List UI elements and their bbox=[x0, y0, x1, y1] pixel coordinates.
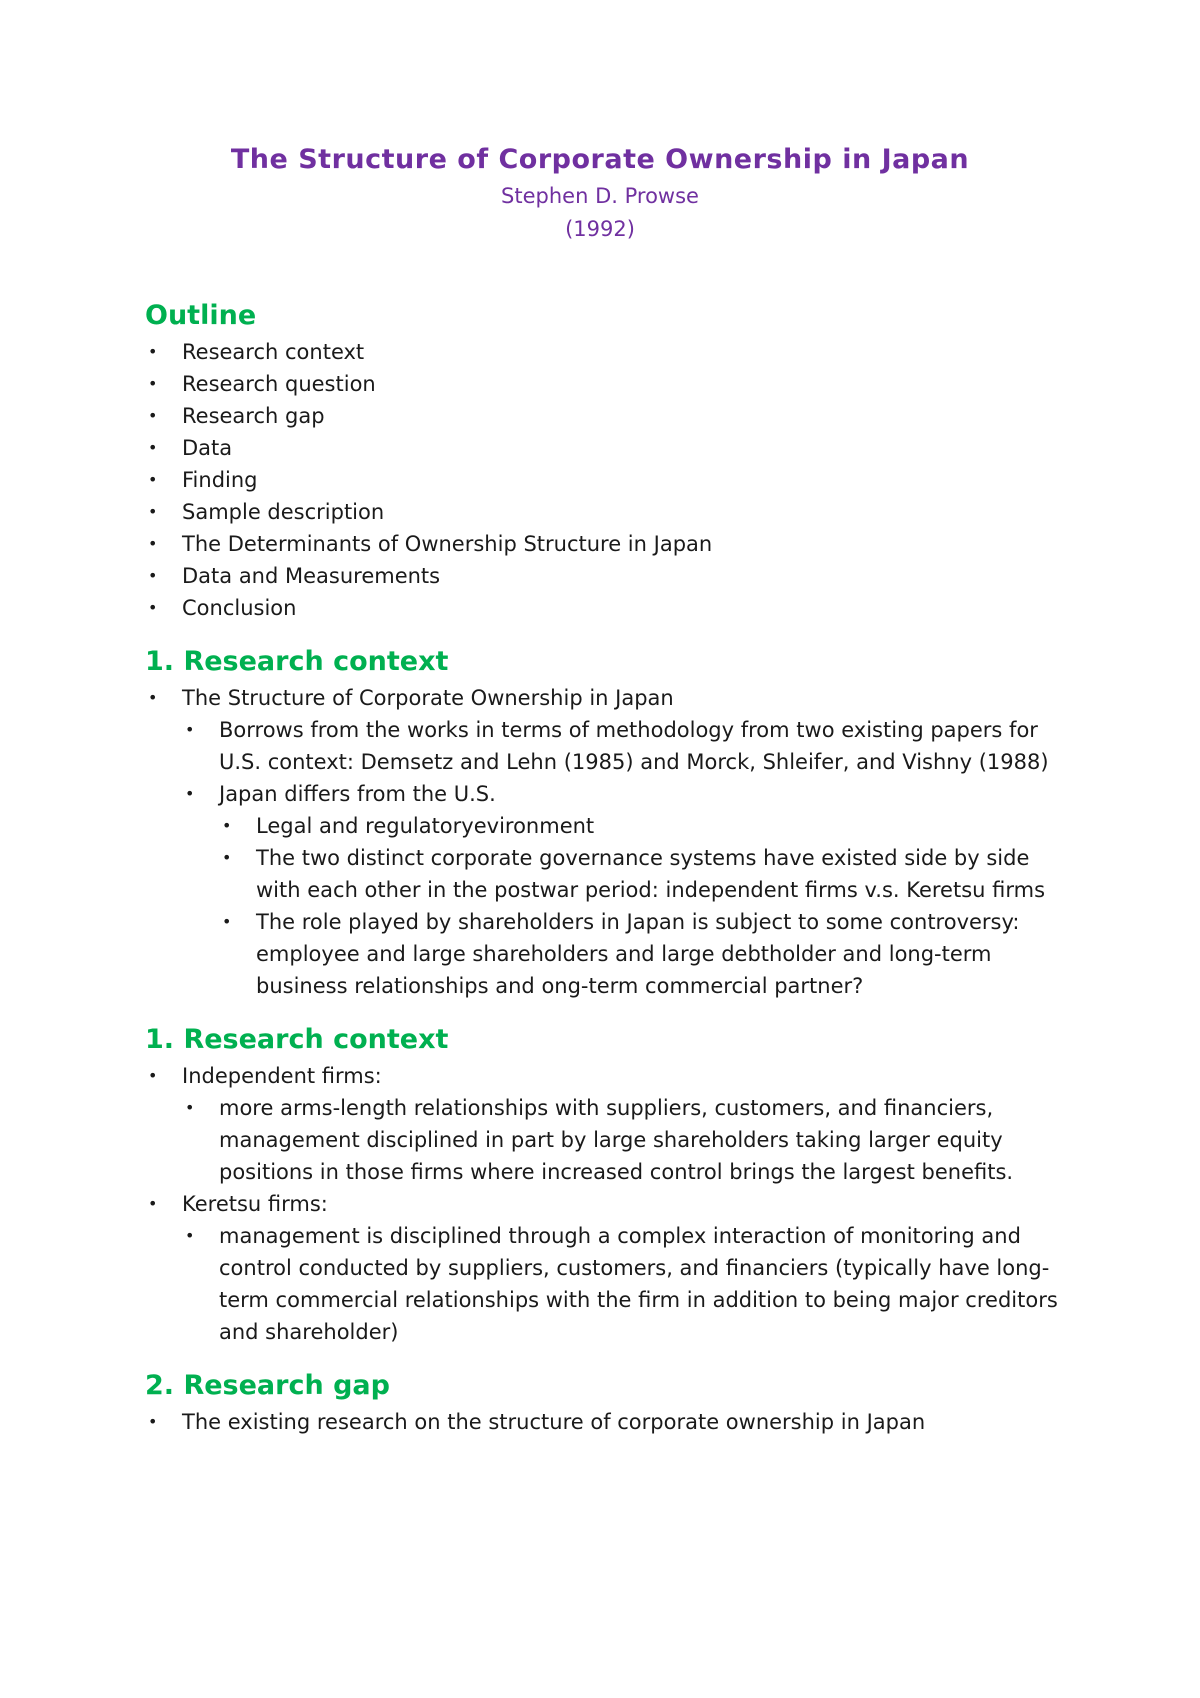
firm-types-list bbox=[145, 1060, 1075, 1348]
sub-sub-list bbox=[219, 810, 1075, 1002]
list-item: • Legal and regulatoryevironment bbox=[219, 810, 1075, 842]
list-item: • The existing research on the structure of corporate ownership in Japan bbox=[145, 1406, 1075, 1438]
outline-item: • Finding bbox=[145, 464, 1075, 496]
outline-item: • Data and Measurements bbox=[145, 560, 1075, 592]
research-context-list bbox=[145, 682, 1075, 1002]
list-item-text: Independent firms: bbox=[182, 1064, 382, 1088]
document-title: The Structure of Corporate Ownership in Japan bbox=[230, 144, 970, 175]
title-block bbox=[0, 140, 1200, 246]
list-item: • more arms-length relationships with suppliers, customers, and financiers, management disciplined in part by large shareholders taking larger equity positions in those firms where increased control brings the largest benefits. bbox=[182, 1092, 1075, 1188]
list-item-text: Keretsu firms: bbox=[182, 1192, 328, 1216]
document-year: (1992) bbox=[565, 217, 635, 241]
document-body bbox=[145, 296, 1075, 1438]
list-item: • Borrows from the works in terms of methodology from two existing papers for U.S. context: Demsetz and Lehn (1985) and Morck, Shleifer, and Vishny (1988) bbox=[182, 714, 1075, 778]
list-item: • The role played by shareholders in Japan is subject to some controversy: employee and large shareholders and large debtholder and long-term business relationships and ong-term commercial partner? bbox=[219, 906, 1075, 1002]
sub-list bbox=[182, 1092, 1075, 1188]
outline-item: • Research gap bbox=[145, 400, 1075, 432]
list-item bbox=[145, 1060, 1075, 1188]
outline-item: • Sample description bbox=[145, 496, 1075, 528]
sub-list bbox=[182, 714, 1075, 1002]
section-heading-research-context: 1. Research context bbox=[145, 646, 449, 677]
outline-item: • The Determinants of Ownership Structure in Japan bbox=[145, 528, 1075, 560]
list-item-text: The Structure of Corporate Ownership in Japan bbox=[182, 686, 674, 710]
list-item-text: Japan differs from the U.S. bbox=[219, 782, 496, 806]
list-item: • The two distinct corporate governance systems have existed side by side with each other in the postwar period: independent firms v.s. Keretsu firms bbox=[219, 842, 1075, 906]
outline-heading: Outline bbox=[145, 300, 257, 331]
document-author: Stephen D. Prowse bbox=[501, 184, 699, 208]
sub-list bbox=[182, 1220, 1075, 1348]
outline-item: • Data bbox=[145, 432, 1075, 464]
section-heading-research-gap: 2. Research gap bbox=[145, 1370, 390, 1401]
outline-item: • Conclusion bbox=[145, 592, 1075, 624]
outline-item: • Research question bbox=[145, 368, 1075, 400]
list-item bbox=[182, 778, 1075, 1002]
outline-item: • Research context bbox=[145, 336, 1075, 368]
list-item bbox=[145, 682, 1075, 1002]
outline-list bbox=[145, 336, 1075, 624]
section-heading-research-context-2: 1. Research context bbox=[145, 1024, 449, 1055]
research-gap-list bbox=[145, 1406, 1075, 1438]
list-item: • management is disciplined through a complex interaction of monitoring and control conducted by suppliers, customers, and financiers (typically have long-term commercial relationships with the firm in addition to being major creditors and shareholder) bbox=[182, 1220, 1075, 1348]
list-item bbox=[145, 1188, 1075, 1348]
